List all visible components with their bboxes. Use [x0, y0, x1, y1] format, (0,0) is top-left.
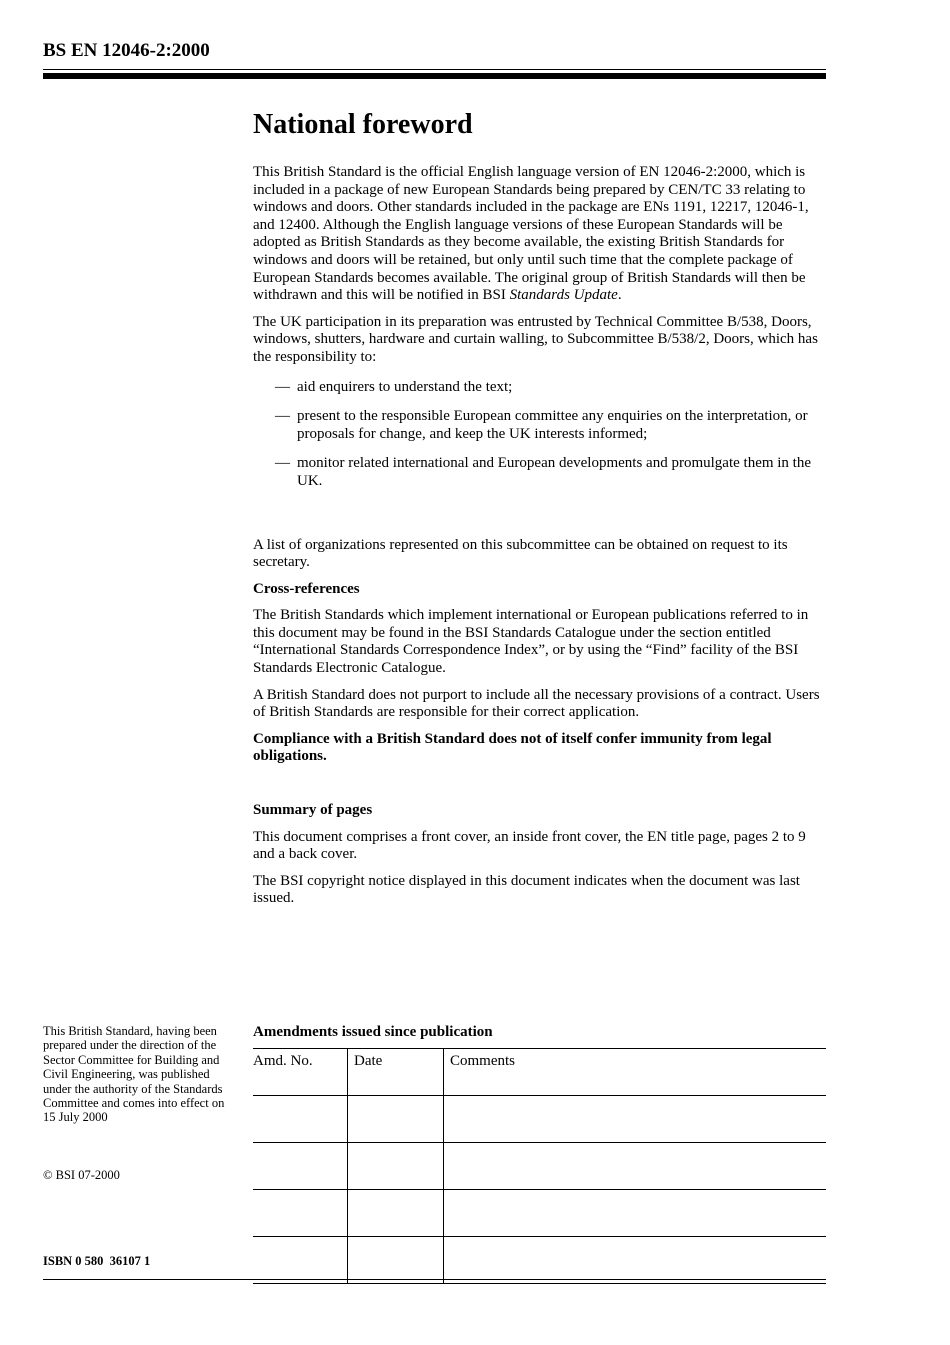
document-id: BS EN 12046-2:2000	[43, 40, 210, 61]
cell-amd-no	[253, 1096, 348, 1143]
cell-amd-no	[253, 1237, 348, 1284]
intro-paragraph	[253, 164, 828, 305]
copyright-notice-paragraph: The BSI copyright notice displayed in this document indicates when the document was last issued.	[253, 872, 800, 907]
compliance-statement: Compliance with a British Standard does not of itself confer immunity from legal obligations.	[253, 730, 772, 765]
dash-marker: —	[275, 408, 290, 425]
cell-comments	[444, 1237, 827, 1284]
cell-date	[348, 1143, 444, 1190]
header-rule-thin	[43, 69, 826, 70]
copyright: © BSI 07-2000	[43, 1168, 120, 1182]
intro-text: This British Standard is the official English language version of EN 12046-2:2000, which is included in a package of new European Standards being prepared by CEN/TC 33 relating to windows and doors. Other standards included in the package are ENs 1191, 12217, 12046-1, and 12400. Although the English language versions of these European Standards will be adopted as British Standards as they become available, the existing British Standards for windows and doors will be retained, but only until such time that the complete package of European Standards becomes available. The original group of British Standards will then be withdrawn and this will be notified in BSI	[253, 164, 809, 304]
dash-marker: —	[275, 455, 290, 472]
list-item	[253, 379, 828, 397]
contract-paragraph: A British Standard does not purport to include all the necessary provisions of a contract. Users of British Standards are responsible for their correct application.	[253, 686, 820, 721]
list-item-text: aid enquirers to understand the text;	[297, 378, 513, 395]
cell-comments	[444, 1096, 827, 1143]
cell-amd-no	[253, 1190, 348, 1237]
cell-comments	[444, 1190, 827, 1237]
cell-date	[348, 1190, 444, 1237]
column-header-amd-no: Amd. No.	[253, 1049, 348, 1096]
list-item	[253, 455, 828, 490]
list-item	[253, 408, 828, 443]
amendments-title: Amendments issued since publication	[253, 1024, 493, 1040]
cross-references-heading: Cross-references	[253, 580, 360, 597]
isbn: ISBN 0 580 36107 1	[43, 1254, 151, 1268]
cell-date	[348, 1096, 444, 1143]
dash-marker: —	[275, 378, 290, 395]
publication-note: This British Standard, having been prepared under the direction of the Sector Committee for Building and Civil Engineering, was published under the authority of the Standards Committee and comes into effect on 15 July 2000	[43, 1024, 225, 1125]
cell-comments	[444, 1143, 827, 1190]
table-row	[253, 1143, 826, 1190]
amendments-table	[253, 1048, 826, 1284]
table-row	[253, 1096, 826, 1143]
list-item-text: monitor related international and European developments and promulgate them in the UK.	[297, 455, 812, 489]
summary-heading: Summary of pages	[253, 802, 373, 819]
table-row	[253, 1237, 826, 1284]
footer-rule	[43, 1279, 826, 1280]
table-row	[253, 1190, 826, 1237]
cell-amd-no	[253, 1143, 348, 1190]
header-rule-thick	[43, 73, 826, 79]
column-header-comments: Comments	[444, 1049, 827, 1096]
column-header-date: Date	[348, 1049, 444, 1096]
summary-paragraph: This document comprises a front cover, an inside front cover, the EN title page, pages 2 to 9 and a back cover.	[253, 828, 806, 863]
intro-end: .	[617, 287, 622, 304]
cross-references-paragraph: The British Standards which implement international or European publications referred to in this document may be found in the BSI Standards Catalogue under the section entitled “International Standards Correspondence Index”, or by using the “Find” facility of the BSI Standards Electronic Catalogue.	[253, 607, 809, 677]
organizations-paragraph: A list of organizations represented on this subcommittee can be obtained on request to its secretary.	[253, 536, 788, 571]
standards-update-ref: Standards Update	[509, 287, 618, 304]
participation-paragraph: The UK participation in its preparation was entrusted by Technical Committee B/538, Doors, windows, shutters, hardware and curtain walling, to Subcommittee B/538/2, Doors, which has the responsibility to:	[253, 313, 818, 365]
list-item-text: present to the responsible European committee any enquiries on the interpretation, or proposals for change, and keep the UK interests informed;	[297, 408, 808, 442]
page-title: National foreword	[253, 109, 473, 140]
main-column	[253, 108, 828, 917]
table-header-row	[253, 1049, 826, 1096]
cell-date	[348, 1237, 444, 1284]
responsibility-list	[253, 379, 828, 491]
